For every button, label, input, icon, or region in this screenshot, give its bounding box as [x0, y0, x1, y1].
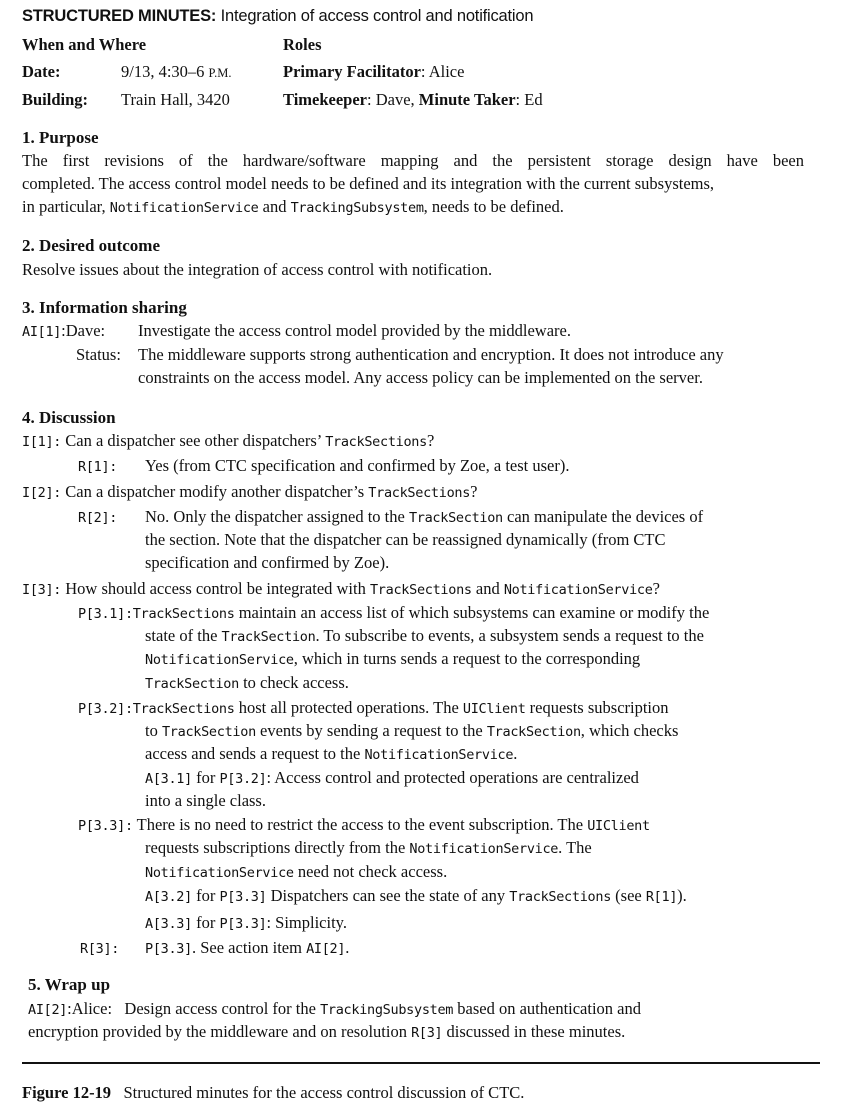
figure-caption [22, 1081, 524, 1104]
resolution-2-line-1 [145, 505, 703, 530]
title-text: Integration of access control and notification [220, 7, 534, 25]
text: and [258, 197, 291, 216]
proposal-ref: P[3.2] [219, 771, 267, 787]
issue-id: I[1]: [22, 434, 62, 450]
text: , which in turns sends a request to the corresponding [293, 649, 641, 668]
argument-id: A[3.1] [145, 771, 192, 787]
resolution-3-id [80, 936, 119, 961]
action-item-2-line-2 [28, 1020, 625, 1045]
action-item-2-line-1 [28, 997, 641, 1022]
text: ? [426, 431, 435, 450]
code-notification-service: NotificationService [145, 652, 294, 668]
text: No. Only the dispatcher assigned to the [145, 507, 409, 526]
status-label: Status: [76, 345, 121, 364]
discussion-heading: 4. Discussion [22, 408, 116, 427]
argument-3-2 [145, 884, 687, 909]
proposal-3-1-line-3 [145, 647, 640, 672]
divider-rule [22, 1062, 820, 1064]
action-item-owner: :Dave: [61, 321, 106, 340]
text: can manipulate the devices of [502, 507, 704, 526]
text: There is no need to restrict the access to the event subscription. The [132, 815, 588, 834]
code-tracksection: TrackSection [221, 629, 316, 645]
proposal-3-2-line-3 [145, 742, 517, 767]
status-line-2: constraints on the access model. Any access policy can be implemented on the server. [138, 368, 703, 387]
outcome-text: Resolve issues about the integration of access control with notification. [22, 260, 493, 279]
issue-2 [22, 480, 477, 505]
text: for [191, 768, 220, 787]
argument-3-1-line-1 [145, 766, 639, 791]
when-where-heading: When and Where [22, 35, 147, 54]
text: . [345, 938, 350, 957]
text: . [513, 744, 518, 763]
building-value: Train Hall, 3420 [121, 90, 230, 109]
argument-id: A[3.3] [145, 916, 192, 932]
proposal-id: P[3.2]: [78, 701, 133, 717]
figure-label: Figure 12-19 [22, 1083, 112, 1102]
text: for [191, 913, 220, 932]
text: for [191, 886, 220, 905]
text: to check access. [238, 673, 349, 692]
roles-heading: Roles [283, 35, 322, 54]
building-label: Building: [22, 90, 89, 109]
code-tracksections: TrackSections [369, 582, 472, 598]
argument-3-3 [145, 911, 347, 936]
timekeeper-value: : Dave, [367, 90, 419, 109]
code-uiclient: UIClient [462, 701, 526, 717]
issue-1 [22, 429, 434, 454]
resolution-3-text [145, 936, 349, 961]
code-tracksection: TrackSection [161, 724, 256, 740]
text: ? [652, 579, 660, 598]
proposal-id: P[3.3]: [78, 818, 133, 834]
resolution-id: R[1]: [78, 459, 118, 475]
code-tracksection: TrackSection [486, 724, 581, 740]
code-notification-service: NotificationService [409, 841, 559, 857]
text: to [145, 721, 162, 740]
proposal-3-2-line-2 [145, 719, 678, 744]
issue-id: I[3]: [22, 582, 62, 598]
facilitator-label: Primary Facilitator [283, 62, 421, 81]
minute-taker-value: : Ed [515, 90, 543, 109]
text: events by sending a request to the [255, 721, 487, 740]
resolution-ref: R[3] [411, 1025, 443, 1041]
proposal-ref: P[3.3] [219, 916, 267, 932]
code-tracksection: TrackSection [145, 676, 239, 692]
proposal-3-3-line-3 [145, 860, 447, 885]
text: : Access control and protected operations are centralized [266, 768, 639, 787]
code-tracksections: TrackSections [132, 701, 235, 717]
text: maintain an access list of which subsystems can examine or modify the [234, 603, 710, 622]
text: in particular, [22, 197, 110, 216]
outcome-heading: 2. Desired outcome [22, 236, 161, 255]
date-text: 9/13, 4:30–6 [121, 62, 205, 81]
wrapup-heading: 5. Wrap up [28, 975, 111, 994]
code-tracksection: TrackSection [408, 510, 503, 526]
text: ). [677, 886, 687, 905]
issue-id: I[2]: [22, 485, 62, 501]
text: access and sends a request to the [145, 744, 365, 763]
title-label: STRUCTURED MINUTES: [22, 7, 217, 25]
text: . To subscribe to events, a subsystem sends a request to the [315, 626, 704, 645]
proposal-3-1-line-4 [145, 671, 349, 696]
argument-id: A[3.2] [145, 889, 192, 905]
code-notification-service: NotificationService [503, 582, 653, 598]
issue-text: How should access control be integrated with [65, 579, 370, 598]
code-tracksections: TrackSections [132, 606, 235, 622]
purpose-line-1: The first revisions of the hardware/software mapping and the persistent storage design have been [22, 151, 804, 170]
text: state of the [145, 626, 222, 645]
timekeeper-row [283, 90, 543, 110]
date-suffix: P.M. [208, 66, 232, 80]
facilitator-row [283, 62, 464, 82]
resolution-2-line-3: specification and confirmed by Zoe). [145, 553, 390, 572]
resolution-id: R[3]: [80, 941, 120, 957]
code-tracksections: TrackSections [509, 889, 612, 905]
action-item-1 [22, 319, 105, 344]
text: requests subscriptions directly from the [145, 838, 410, 857]
resolution-id: R[2]: [78, 510, 118, 526]
text: . See action item [191, 938, 307, 957]
date-label: Date: [22, 62, 61, 81]
code-notification-service: NotificationService [145, 865, 294, 881]
action-item-1-text: Investigate the access control model provided by the middleware. [138, 321, 571, 340]
action-item-id: AI[2] [28, 1002, 68, 1018]
text: ? [470, 482, 478, 501]
purpose-line-2: completed. The access control model needs to be defined and its integration with the current subsystems, [22, 174, 715, 193]
purpose-line-3 [22, 195, 564, 220]
resolution-2-id [78, 505, 117, 530]
text: based on authentication and [453, 999, 641, 1018]
proposal-ref: P[3.3] [219, 889, 267, 905]
text: (see [611, 886, 646, 905]
minute-taker-label: Minute Taker [418, 90, 516, 109]
action-item-id: AI[1] [22, 324, 62, 340]
text: , needs to be defined. [423, 197, 564, 216]
code-tracksections: TrackSections [368, 485, 471, 501]
resolution-1-text: Yes (from CTC specification and confirmed by Zoe, a test user). [145, 456, 570, 475]
text: Design access control for the [124, 999, 321, 1018]
proposal-3-3-line-1 [78, 813, 650, 838]
text: , which checks [580, 721, 679, 740]
argument-3-1-line-2: into a single class. [145, 791, 266, 810]
code-tracking-subsystem: TrackingSubsystem [320, 1002, 454, 1018]
text: Dispatchers can see the state of any [266, 886, 510, 905]
status-line-1: The middleware supports strong authentication and encryption. It does not introduce any [138, 345, 724, 364]
text: : Simplicity. [266, 913, 347, 932]
code-uiclient: UIClient [587, 818, 650, 834]
resolution-1-id [78, 454, 117, 479]
proposal-3-2-line-1 [78, 696, 669, 721]
code-tracksections: TrackSections [325, 434, 427, 450]
text: . The [558, 838, 592, 857]
date-value [121, 62, 231, 82]
timekeeper-label: Timekeeper [283, 90, 368, 109]
issue-3 [22, 577, 660, 602]
purpose-heading: 1. Purpose [22, 128, 99, 147]
action-item-owner: :Alice: [67, 999, 113, 1018]
code-notification-service: NotificationService [109, 200, 259, 216]
document-title [22, 7, 533, 26]
resolution-2-line-2: the section. Note that the dispatcher can be reassigned dynamically (from CTC [145, 530, 666, 549]
text: need not check access. [293, 862, 448, 881]
proposal-3-1-line-2 [145, 624, 704, 649]
text: discussed in these minutes. [442, 1022, 626, 1041]
issue-text: Can a dispatcher see other dispatchers’ [65, 431, 326, 450]
code-tracking-subsystem: TrackingSubsystem [290, 200, 424, 216]
proposal-ref: P[3.3] [145, 941, 192, 957]
figure-caption-text: Structured minutes for the access control discussion of CTC. [123, 1083, 525, 1102]
proposal-3-3-line-2 [145, 836, 592, 861]
resolution-ref: R[1] [645, 889, 678, 905]
issue-text: Can a dispatcher modify another dispatcher’s [65, 482, 369, 501]
text: requests subscription [525, 698, 669, 717]
action-item-ref: AI[2] [306, 941, 346, 957]
facilitator-value: : Alice [420, 62, 465, 81]
proposal-id: P[3.1]: [78, 606, 133, 622]
text: and [471, 579, 504, 598]
info-heading: 3. Information sharing [22, 298, 187, 317]
code-notification-service: NotificationService [364, 747, 514, 763]
text: encryption provided by the middleware and on resolution [28, 1022, 412, 1041]
proposal-3-1-line-1 [78, 601, 709, 626]
text: host all protected operations. The [234, 698, 463, 717]
